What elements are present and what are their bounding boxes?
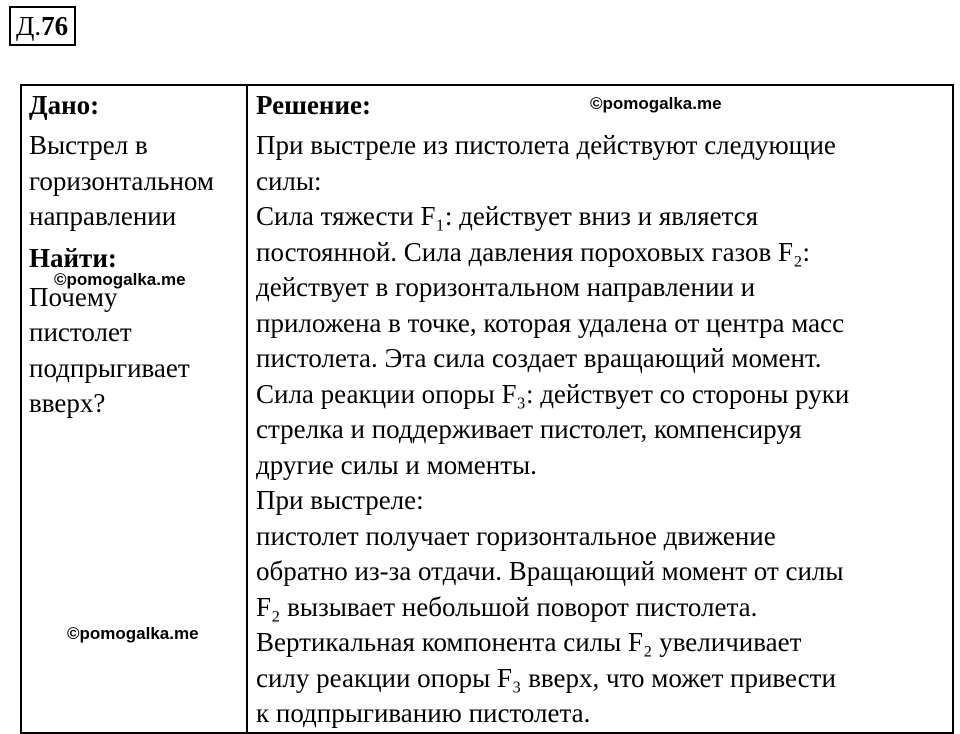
solution-header: Решение: (256, 90, 371, 120)
solution-line: Сила реакции опоры F₃: действует со стороны руки (256, 378, 850, 409)
solution-line: пистолет получает горизонтальное движение (256, 520, 776, 551)
solution-line: силы: (256, 165, 322, 196)
watermark: ©pomogalka.me (54, 270, 186, 289)
find-header: Найти: (29, 242, 117, 273)
solution-line: к подпрыгиванию пистолета. (256, 698, 591, 728)
given-line: Выстрел в (29, 130, 148, 160)
solution-line: стрелка и поддерживает пистолет, компенсируя (256, 414, 802, 444)
solution-line: F₂ вызывает небольшой поворот пистолета. (256, 591, 758, 622)
given-line: направлении (29, 201, 177, 231)
given-text (29, 128, 246, 235)
given-find-column (21, 85, 247, 733)
given-line: горизонтальном (29, 165, 214, 196)
task-number: 76 (41, 11, 69, 41)
solution-column (247, 85, 953, 733)
solution-line: обратно из-за отдачи. Вращающий момент от силы (256, 556, 844, 586)
solution-line: пистолета. Эта сила создает вращающий момент. (256, 343, 822, 373)
solution-text (256, 128, 952, 732)
task-prefix: Д. (16, 11, 42, 41)
solution-line: силу реакции опоры F₃ вверх, что может привести (256, 662, 836, 693)
solution-line: При выстреле: (256, 485, 424, 515)
given-header: Дано: (29, 90, 100, 120)
find-text (29, 280, 246, 422)
solution-line: другие силы и моменты. (256, 449, 537, 480)
watermark: ©pomogalka.me (67, 624, 199, 643)
solution-line: При выстреле из пистолета действуют следующие (256, 130, 836, 160)
solution-line: постоянной. Сила давления пороховых газов F₂: (256, 236, 810, 267)
solution-line: Вертикальная компонента силы F₂ увеличивает (256, 627, 802, 657)
find-line: Почему (29, 281, 118, 312)
task-number-label (9, 6, 76, 46)
find-line: вверх? (29, 388, 106, 418)
solution-line: приложена в точке, которая удалена от центра масс (256, 307, 845, 338)
solution-line: Сила тяжести F₁: действует вниз и является (256, 201, 759, 231)
solution-line: действует в горизонтальном направлении и (256, 272, 756, 302)
task-table (20, 84, 954, 734)
find-line: пистолет (29, 317, 132, 347)
find-line: подпрыгивает (29, 352, 190, 383)
watermark: ©pomogalka.me (590, 94, 722, 113)
